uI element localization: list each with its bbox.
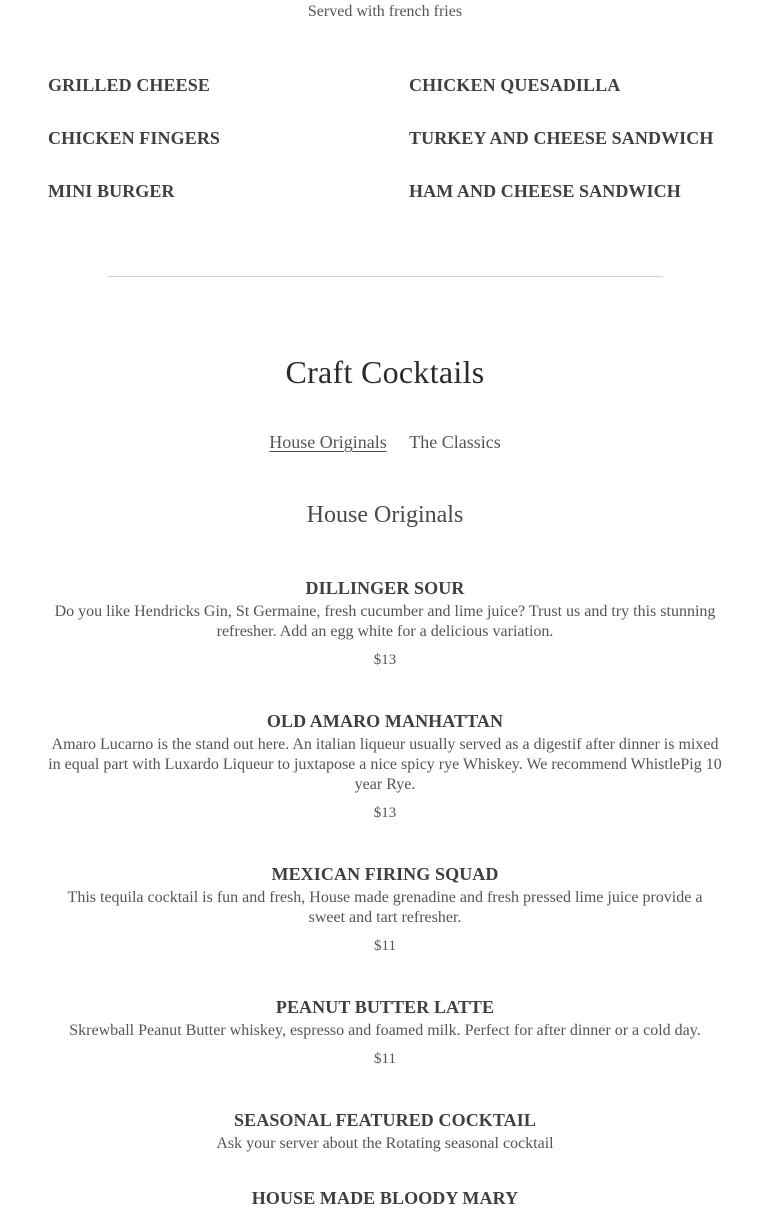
tab-the-classics[interactable]: The Classics (409, 432, 501, 452)
tab-house-originals[interactable]: House Originals (269, 432, 387, 452)
subsection-title: House Originals (306, 502, 464, 528)
section-title: Craft Cocktails (285, 354, 485, 390)
menu-item-name: HOUSE MADE BLOODY MARY (251, 1188, 519, 1208)
menu-item-description: Skrewball Peanut Butter whiskey, espresso and foamed milk. Perfect for after dinner or a cold day. (69, 1022, 701, 1039)
kids-menu-note: Served with french fries (307, 3, 463, 20)
menu-item-name: DILLINGER SOUR (305, 578, 465, 598)
menu-item-name: SEASONAL FEATURED COCKTAIL (234, 1110, 536, 1130)
cocktail-tabs (0, 432, 770, 453)
menu-item-description: Do you like Hendricks Gin, St Germaine, fresh cucumber and lime juice? Trust us and try this stunning refresher. Add an egg white for a delicious variation. (54, 603, 716, 640)
menu-item-price: $11 (374, 938, 396, 954)
menu-item (48, 995, 722, 1108)
menu-item-name: MEXICAN FIRING SQUAD (271, 864, 499, 884)
menu-item-price: $11 (374, 1051, 396, 1067)
cocktail-list (48, 576, 722, 1210)
kids-item-chicken-quesadilla: CHICKEN QUESADILLA (409, 75, 621, 95)
menu-item (48, 709, 722, 862)
menu-item-name: PEANUT BUTTER LATTE (275, 997, 495, 1017)
menu-item-description: Ask your server about the Rotating seasonal cocktail (216, 1135, 554, 1152)
menu-item-name: OLD AMARO MANHATTAN (266, 711, 504, 731)
kids-item-mini-burger: MINI BURGER (48, 181, 175, 201)
menu-item (48, 576, 722, 709)
kids-item-chicken-fingers: CHICKEN FINGERS (48, 128, 221, 148)
menu-item (48, 862, 722, 995)
menu-item-price: $13 (373, 805, 397, 821)
menu-item (48, 1108, 722, 1186)
menu-item-description: Amaro Lucarno is the stand out here. An italian liqueur usually served as a digestif after dinner is mixed in equal part with Luxardo Liqueur to juxtapose a nice spicy rye Whiskey. We recommend WhistlePig 10 year Rye. (48, 736, 722, 793)
menu-item-price: $13 (373, 652, 397, 668)
kids-item-grilled-cheese: GRILLED CHEESE (48, 75, 210, 95)
section-divider (107, 276, 663, 277)
menu-item-description: This tequila cocktail is fun and fresh, House made grenadine and fresh pressed lime juice provide a sweet and tart refresher. (67, 889, 703, 926)
kids-item-turkey-cheese-sandwich: TURKEY AND CHEESE SANDWICH (409, 128, 714, 148)
kids-item-ham-cheese-sandwich: HAM AND CHEESE SANDWICH (409, 181, 681, 201)
kids-menu-grid (48, 73, 728, 232)
menu-item (48, 1186, 722, 1210)
